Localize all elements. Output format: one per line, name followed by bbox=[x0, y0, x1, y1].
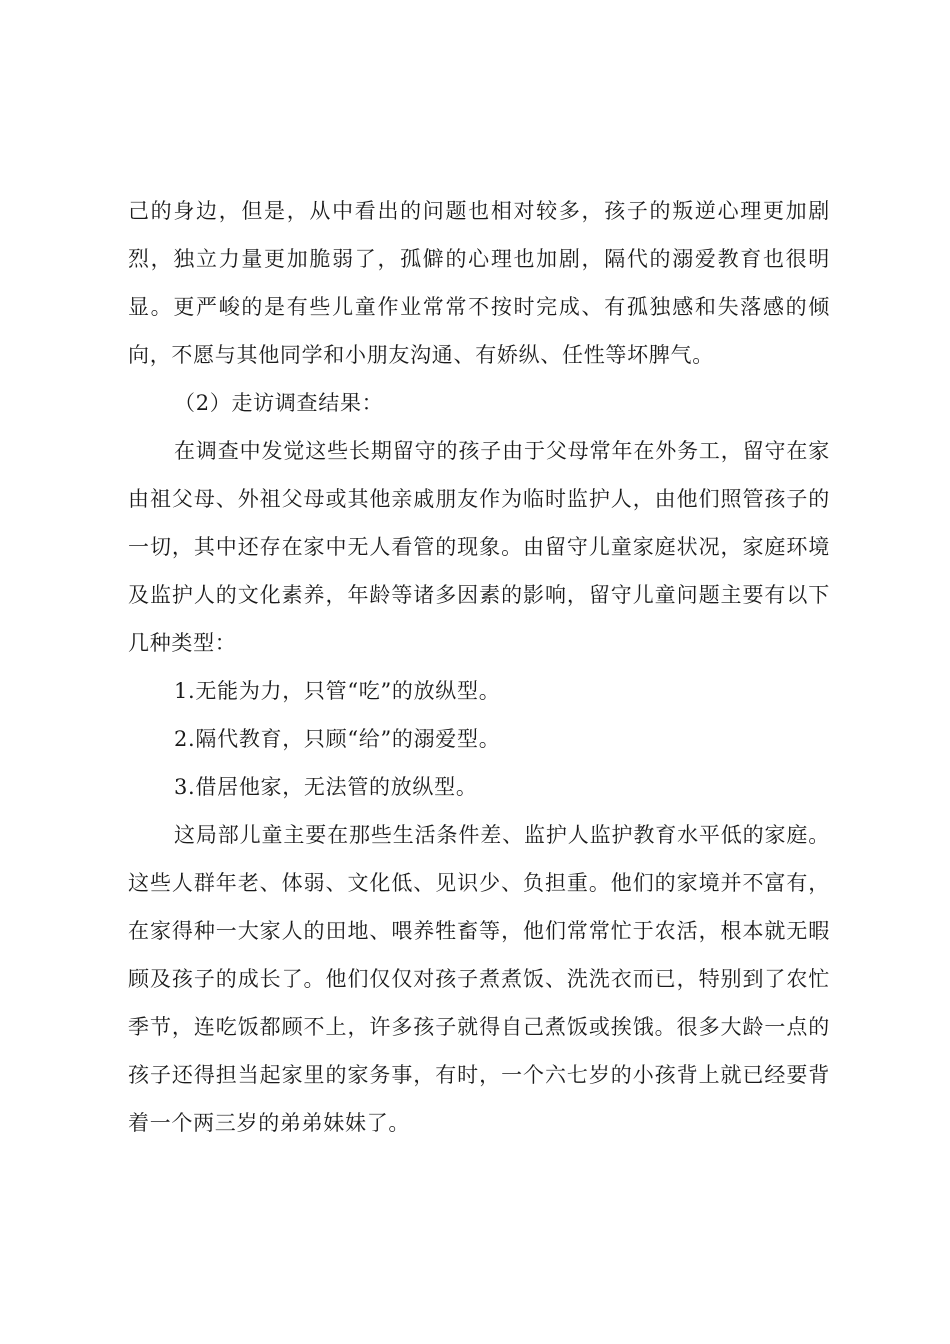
paragraph-family-conditions: 这局部儿童主要在那些生活条件差、监护人监护教育水平低的家庭。这些人群年老、体弱、文化低、见识少、负担重。他们的家境并不富有，在家得种一大家人的田地、喂养牲畜等，他们常常忙于农活，根本就无暇顾及孩子的成长了。他们仅仅对孩子煮煮饭、洗洗衣而已，特别到了农忙季节，连吃饭都顾不上，许多孩子就得自己煮饭或挨饿。很多大龄一点的孩子还得担当起家里的家务事，有时，一个六七岁的小孩背上就已经要背着一个两三岁的弟弟妹妹了。 bbox=[128, 823, 830, 1135]
list-item-type-1: 1.无能为力，只管“吃”的放纵型。 bbox=[174, 679, 501, 703]
section-heading-visit-results: （2）走访调查结果： bbox=[174, 391, 384, 415]
list-item-type-3: 3.借居他家，无法管的放纵型。 bbox=[174, 775, 478, 799]
list-item-type-2: 2.隔代教育，只顾“给”的溺爱型。 bbox=[174, 727, 501, 751]
paragraph-continuation: 己的身边，但是，从中看出的问题也相对较多，孩子的叛逆心理更加剧烈，独立力量更加脆弱了，孤僻的心理也加剧，隔代的溺爱教育也很明显。更严峻的是有些儿童作业常常不按时完成、有孤独感和失落感的倾向，不愿与其他同学和小朋友沟通、有娇纵、任性等坏脾气。 bbox=[128, 199, 830, 367]
paragraph-survey-findings: 在调查中发觉这些长期留守的孩子由于父母常年在外务工，留守在家由祖父母、外祖父母或其他亲戚朋友作为临时监护人，由他们照管孩子的一切，其中还存在家中无人看管的现象。由留守儿童家庭状况，家庭环境及监护人的文化素养，年龄等诸多因素的影响，留守儿童问题主要有以下几种类型： bbox=[128, 439, 830, 655]
document-body bbox=[128, 187, 830, 1147]
